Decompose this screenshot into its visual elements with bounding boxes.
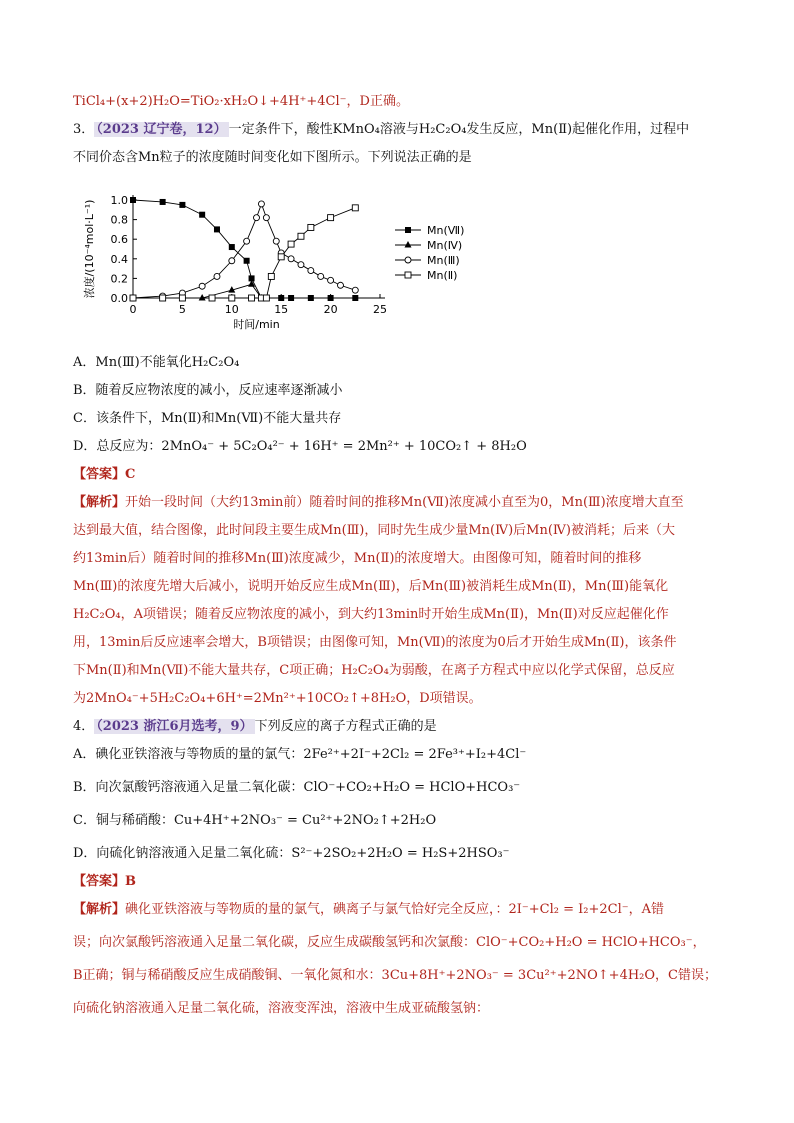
q4-option-d: D．向硫化钠溶液通入足量二氧化硫：S²⁻+2SO₂+2H₂O = H₂S+2HSO₃⁻ bbox=[73, 846, 510, 861]
data-point bbox=[244, 258, 250, 264]
data-point bbox=[209, 295, 215, 301]
q4-explanation-4: 向硫化钠溶液通入足量二氧化硫，溶液变浑浊，溶液中生成亚硫酸氢钠： bbox=[73, 1001, 490, 1016]
q4-answer: 【答案】B bbox=[73, 874, 136, 889]
data-point bbox=[130, 197, 136, 203]
data-point bbox=[130, 295, 136, 301]
legend-label: Mn(Ⅲ) bbox=[427, 254, 460, 267]
legend-label: Mn(Ⅱ) bbox=[427, 269, 458, 282]
data-point bbox=[254, 215, 260, 221]
data-point bbox=[179, 295, 185, 301]
data-point bbox=[337, 282, 343, 288]
q4-explanation-3: B正确；铜与稀硝酸反应生成硝酸铜、一氧化氮和水：3Cu+8H⁺+2NO₃⁻ = 3Cu²⁺+2NO↑+4H₂O，C错误； bbox=[73, 968, 718, 983]
y-axis-label: 浓度/(10⁻⁴mol·L⁻¹) bbox=[83, 199, 96, 299]
series-line bbox=[133, 204, 355, 298]
data-point bbox=[308, 224, 314, 230]
q3-explanation-7: 下Mn(Ⅱ)和Mn(Ⅶ)不能大量共存，C项正确；H₂C₂O₄为弱酸，在离子方程式中应以化学式保留，总反应 bbox=[73, 663, 675, 678]
q3-option-a: A．Mn(Ⅲ)不能氧化H₂C₂O₄ bbox=[73, 355, 240, 370]
x-tick-label: 0 bbox=[129, 303, 137, 316]
q3-explanation-2: 达到最大值，结合图像，此时间段主要生成Mn(Ⅲ)，同时先生成少量Mn(Ⅳ)后Mn(Ⅳ)被消耗；后来（大 bbox=[73, 523, 675, 538]
legend-label: Mn(Ⅶ) bbox=[427, 224, 465, 237]
data-point bbox=[199, 212, 205, 218]
legend-marker bbox=[405, 227, 411, 233]
q4-option-a: A．碘化亚铁溶液与等物质的量的氯气：2Fe²⁺+2I⁻+2Cl₂ = 2Fe³⁺+I₂+4Cl⁻ bbox=[73, 747, 527, 762]
data-point bbox=[278, 295, 284, 301]
x-tick-label: 5 bbox=[178, 303, 186, 316]
q3-explanation-1 bbox=[73, 493, 684, 513]
y-tick-label: 0.0 bbox=[110, 292, 128, 305]
x-tick-label: 10 bbox=[224, 303, 239, 316]
q4-explanation-label: 【解析】 bbox=[73, 902, 126, 917]
data-point bbox=[263, 215, 269, 221]
data-point bbox=[244, 238, 250, 244]
data-point bbox=[263, 295, 269, 301]
data-point bbox=[160, 199, 166, 205]
series-0 bbox=[130, 197, 464, 301]
q3-explanation-label: 【解析】 bbox=[73, 495, 126, 510]
legend-marker bbox=[405, 272, 411, 278]
q3-explanation-text-1: 开始一段时间（大约13min前）随着时间的推移Mn(Ⅶ)浓度减小直至为0，Mn(Ⅲ)浓度增大直至 bbox=[125, 495, 684, 510]
data-point bbox=[179, 202, 185, 208]
data-point bbox=[352, 205, 358, 211]
series-3 bbox=[130, 205, 457, 301]
series-line bbox=[133, 200, 355, 298]
x-tick-label: 15 bbox=[274, 303, 289, 316]
q3-explanation-5: H₂C₂O₄，A项错误；随着反应物浓度的减小，到大约13min时开始生成Mn(Ⅱ)，Mn(Ⅱ)对反应起催化作 bbox=[73, 607, 669, 622]
y-tick-label: 1.0 bbox=[110, 194, 128, 207]
q4-explanation-1 bbox=[73, 900, 664, 920]
data-point bbox=[328, 295, 334, 301]
series-1 bbox=[199, 239, 463, 301]
data-point bbox=[318, 273, 324, 279]
y-tick-label: 0.2 bbox=[110, 272, 128, 286]
q3-option-c: C．该条件下，Mn(Ⅱ)和Mn(Ⅶ)不能大量共存 bbox=[73, 411, 342, 426]
chart-svg bbox=[73, 185, 473, 345]
q3-stem-2: 不同价态含Mn粒子的浓度随时间变化如下图所示。下列说法正确的是 bbox=[73, 150, 472, 165]
data-point bbox=[298, 233, 304, 239]
data-point bbox=[268, 273, 274, 279]
data-point bbox=[214, 226, 220, 232]
q4-source-tag: （2023 浙江6月选考，9） bbox=[96, 719, 253, 734]
q4-explanation-2: 误；向次氯酸钙溶液通入足量二氧化碳，反应生成碳酸氢钙和次氯酸：ClO⁻+CO₂+H₂O = HClO+HCO₃⁻， bbox=[73, 935, 706, 950]
q4-explanation-text-1: 碘化亚铁溶液与等物质的量的氯气，碘离子与氯气恰好完全反应，：2I⁻+Cl₂ = I₂+2Cl⁻，A错 bbox=[125, 902, 665, 917]
series-2 bbox=[130, 201, 463, 301]
q4-header bbox=[73, 717, 437, 737]
q3-explanation-8: 为2MnO₄⁻+5H₂C₂O₄+6H⁺=2Mn²⁺+10CO₂↑+8H₂O，D项错误。 bbox=[73, 691, 482, 706]
data-point bbox=[229, 295, 235, 301]
q4-stem: 下列反应的离子方程式正确的是 bbox=[254, 719, 437, 734]
data-point bbox=[308, 268, 314, 274]
data-point bbox=[308, 295, 314, 301]
q4-option-c: C．铜与稀硝酸：Cu+4H⁺+2NO₃⁻ = Cu²⁺+2NO₂↑+2H₂O bbox=[73, 813, 437, 828]
q3-number: 3． bbox=[73, 122, 95, 137]
continuation-text: TiCl₄+(x+2)H₂O=TiO₂·xH₂O↓+4H⁺+4Cl⁻，D正确。 bbox=[73, 94, 409, 109]
q3-stem-1: 一定条件下，酸性KMnO₄溶液与H₂C₂O₄发生反应，Mn(Ⅱ)起催化作用，过程中 bbox=[228, 122, 690, 137]
data-point bbox=[214, 273, 220, 279]
legend-marker bbox=[405, 257, 411, 263]
q3-explanation-3: 约13min后）随着时间的推移Mn(Ⅲ)浓度减少，Mn(Ⅱ)的浓度增大。由图像可知，随着时间的推移 bbox=[73, 551, 642, 566]
q3-header bbox=[73, 120, 689, 140]
data-point bbox=[229, 258, 235, 264]
data-point bbox=[160, 295, 166, 301]
data-point bbox=[328, 277, 334, 283]
y-tick-label: 0.4 bbox=[110, 252, 128, 266]
data-point bbox=[352, 295, 358, 301]
data-point bbox=[258, 201, 264, 207]
data-point bbox=[273, 238, 279, 244]
data-point bbox=[328, 215, 334, 221]
q4-number: 4． bbox=[73, 719, 95, 734]
data-point bbox=[288, 295, 294, 301]
data-point bbox=[278, 254, 284, 260]
y-tick-label: 0.8 bbox=[110, 213, 128, 227]
x-axis-label: 时间/min bbox=[233, 318, 280, 331]
x-tick-label: 20 bbox=[323, 303, 338, 316]
q3-explanation-4: Mn(Ⅲ)的浓度先增大后减小，说明开始反应生成Mn(Ⅲ)，后Mn(Ⅲ)被消耗生成Mn(Ⅱ)，Mn(Ⅲ)能氧化 bbox=[73, 579, 669, 594]
q3-option-b: B．随着反应物浓度的减小，反应速率逐渐减小 bbox=[73, 383, 343, 398]
q3-explanation-6: 用，13min后反应速率会增大，B项错误；由图像可知，Mn(Ⅶ)的浓度为0后才开始生成Mn(Ⅱ)，该条件 bbox=[73, 635, 677, 650]
data-point bbox=[249, 295, 255, 301]
q4-option-b: B．向次氯酸钙溶液通入足量二氧化碳：ClO⁻+CO₂+H₂O = HClO+HCO₃⁻ bbox=[73, 780, 521, 795]
q3-answer: 【答案】C bbox=[73, 467, 136, 482]
y-tick-label: 0.6 bbox=[110, 233, 128, 247]
q3-source-tag: （2023 辽宁卷，12） bbox=[96, 122, 227, 137]
legend-marker bbox=[405, 241, 412, 248]
data-point bbox=[199, 283, 205, 289]
series-line bbox=[133, 208, 355, 298]
data-point bbox=[229, 244, 235, 250]
x-tick-label: 25 bbox=[373, 303, 387, 316]
q3-option-d: D．总反应为：2MnO₄⁻ + 5C₂O₄²⁻ + 16H⁺ = 2Mn²⁺ + 10CO₂↑ + 8H₂O bbox=[73, 439, 527, 454]
mn-concentration-chart bbox=[73, 185, 473, 345]
data-point bbox=[288, 256, 294, 262]
data-point bbox=[352, 287, 358, 293]
legend-label: Mn(Ⅳ) bbox=[427, 239, 463, 252]
data-point bbox=[298, 262, 304, 268]
data-point bbox=[288, 241, 294, 247]
